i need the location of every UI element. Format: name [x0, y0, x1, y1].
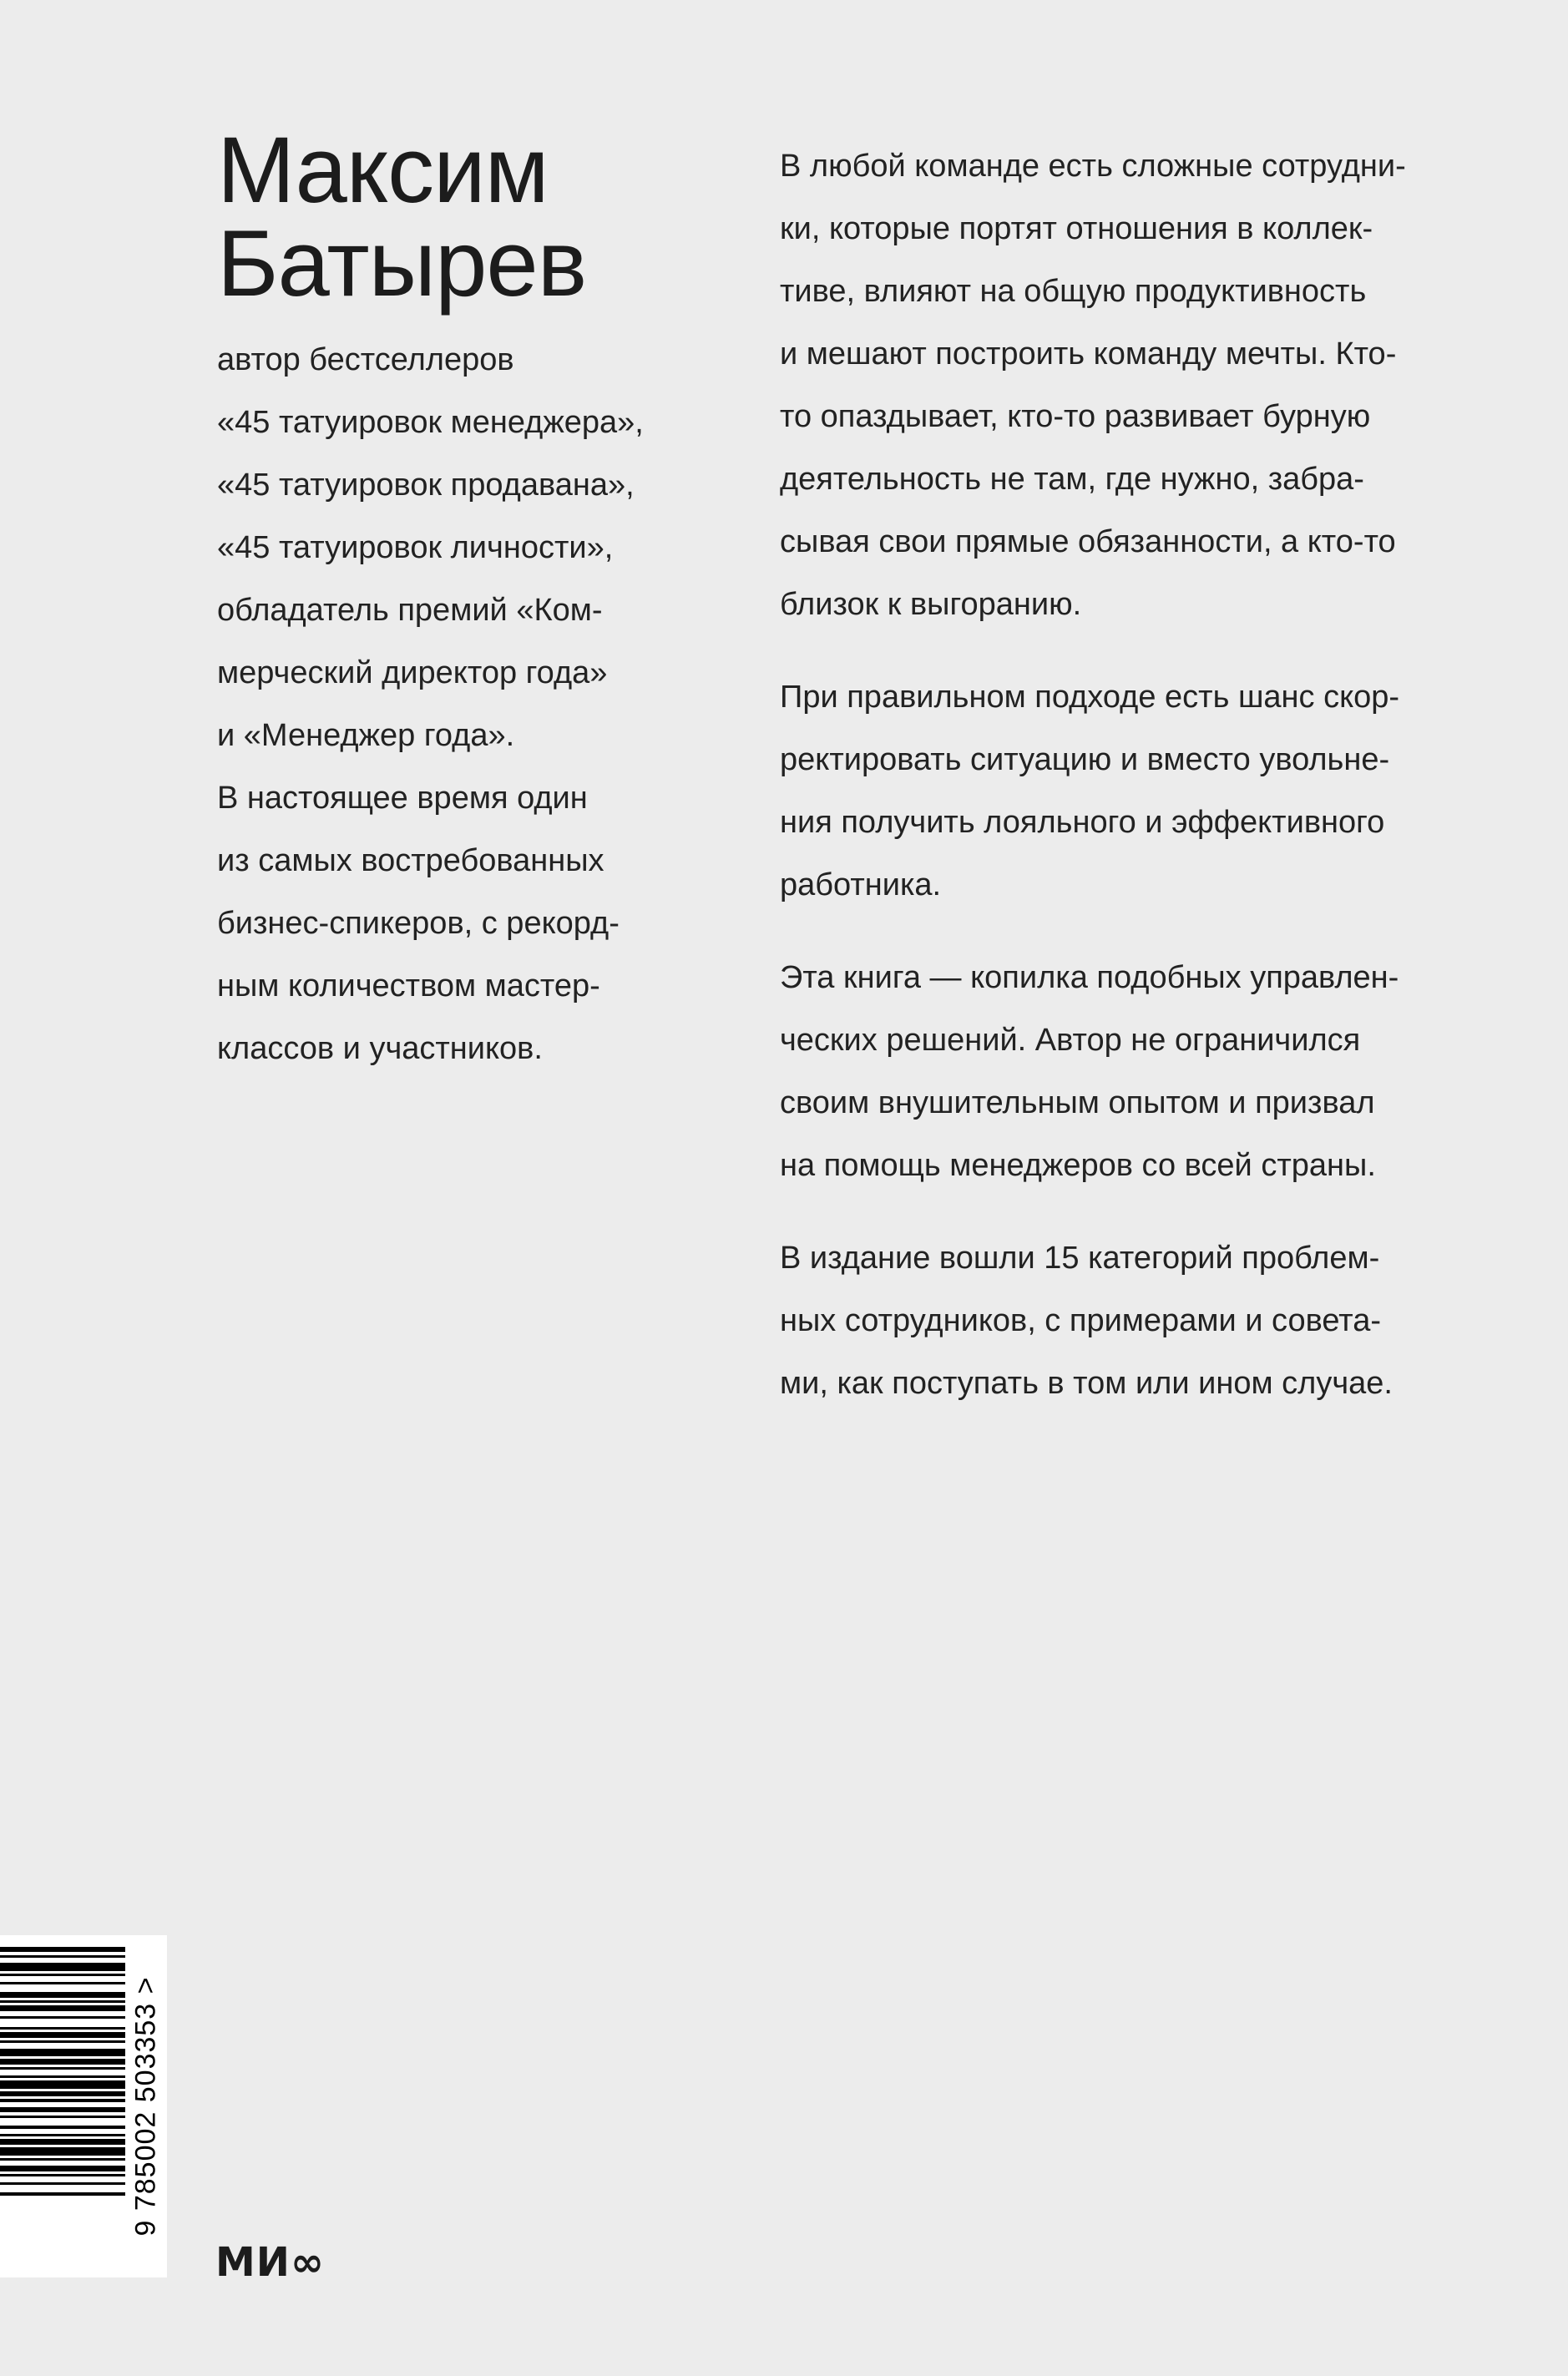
- book-description: [780, 135, 1515, 1445]
- barcode-number: 9 785002 503353 >: [129, 1976, 162, 2237]
- bio-line: «45 татуировок личности»,: [217, 530, 614, 565]
- description-line: сывая свои прямые обязанности, а кто-то: [780, 524, 1396, 559]
- bio-line: автор бестселлеров: [217, 342, 514, 377]
- description-line: При правильном подходе есть шанс скор-: [780, 680, 1400, 715]
- description-paragraph-3: [780, 947, 1515, 1197]
- barcode-bar: [0, 2166, 125, 2171]
- barcode-bar: [0, 1974, 125, 1976]
- description-line: ческих решений. Автор не ограничился: [780, 1023, 1361, 1058]
- barcode-bar: [0, 2080, 125, 2089]
- bio-line: бизнес-спикеров, с рекорд-: [217, 906, 620, 941]
- bio-line: В настоящее время один: [217, 781, 588, 816]
- barcode-bar: [0, 2067, 125, 2070]
- description-line: ректировать ситуацию и вместо увольне-: [780, 742, 1390, 777]
- barcode-bar: [0, 2091, 125, 2096]
- description-line: работника.: [780, 867, 942, 902]
- description-paragraph-2: [780, 666, 1515, 917]
- barcode-bar: [0, 2126, 125, 2128]
- description-line: на помощь менеджеров со всей страны.: [780, 1148, 1376, 1183]
- description-paragraph-4: [780, 1227, 1515, 1415]
- author-first-name: Максим: [217, 118, 549, 222]
- bio-line: мерческий директор года»: [217, 655, 608, 690]
- barcode-bar: [0, 1992, 125, 1997]
- barcode-bar: [0, 1955, 125, 1958]
- barcode-bars: [0, 1935, 125, 2277]
- description-line: и мешают построить команду мечты. Кто-: [780, 336, 1397, 372]
- barcode-bar: [0, 1963, 125, 1971]
- barcode-digits: [129, 1937, 163, 2276]
- author-bio: [217, 329, 718, 1080]
- barcode-bar: [0, 2099, 125, 2101]
- bio-line: обладатель премий «Ком-: [217, 593, 603, 628]
- barcode-bar: [0, 2116, 125, 2118]
- description-line: ми, как поступать в том или ином случае.: [780, 1366, 1393, 1401]
- barcode-bar: [0, 2139, 125, 2144]
- bio-line: классов и участников.: [217, 1031, 543, 1066]
- publisher-logo: МИ∞: [215, 2239, 325, 2286]
- bio-line: и «Менеджер года».: [217, 718, 515, 753]
- description-paragraph-1: [780, 135, 1515, 636]
- barcode-bar: [0, 2032, 125, 2037]
- barcode-bar: [0, 2016, 125, 2019]
- description-line: В издание вошли 15 категорий проблем-: [780, 1241, 1380, 1276]
- description-line: ных сотрудников, с примерами и совета-: [780, 1303, 1381, 1338]
- description-line: тиве, влияют на общую продуктивность: [780, 274, 1367, 309]
- barcode-bar: [0, 1982, 125, 1984]
- barcode-bar: [0, 2040, 125, 2043]
- description-line: Эта книга — копилка подобных управлен-: [780, 960, 1399, 995]
- barcode-bar: [0, 2147, 125, 2156]
- barcode-bar: [0, 2075, 125, 2078]
- bio-line: «45 татуировок продавана»,: [217, 468, 635, 503]
- barcode-bar: [0, 2000, 125, 2003]
- description-line: то опаздывает, кто-то развивает бурную: [780, 399, 1371, 434]
- author-last-name: Батырев: [217, 211, 587, 316]
- author-name: [217, 118, 718, 316]
- barcode-bar: [0, 2174, 125, 2176]
- description-line: В любой команде есть сложные сотрудни-: [780, 149, 1406, 184]
- barcode-bar: [0, 2049, 125, 2057]
- barcode-bar: [0, 2134, 125, 2136]
- author-column: [217, 118, 718, 1080]
- barcode-bar: [0, 2182, 125, 2185]
- bio-line: ным количеством мастер-: [217, 968, 600, 1003]
- description-line: ния получить лояльного и эффективного: [780, 805, 1385, 840]
- barcode-bar: [0, 1947, 125, 1952]
- description-line: своим внушительным опытом и призвал: [780, 1085, 1375, 1120]
- barcode-bar: [0, 2059, 125, 2064]
- barcode-bar: [0, 2027, 125, 2030]
- isbn-barcode: [0, 1935, 167, 2277]
- barcode-bar: [0, 2158, 125, 2161]
- description-line: близок к выгоранию.: [780, 587, 1082, 622]
- barcode-bar: [0, 2107, 125, 2112]
- barcode-bar: [0, 2005, 125, 2010]
- description-line: деятельность не там, где нужно, забра-: [780, 462, 1364, 497]
- bio-line: «45 татуировок менеджера»,: [217, 405, 644, 440]
- barcode-bar: [0, 2192, 125, 2195]
- description-line: ки, которые портят отношения в коллек-: [780, 211, 1373, 246]
- bio-line: из самых востребованных: [217, 843, 604, 878]
